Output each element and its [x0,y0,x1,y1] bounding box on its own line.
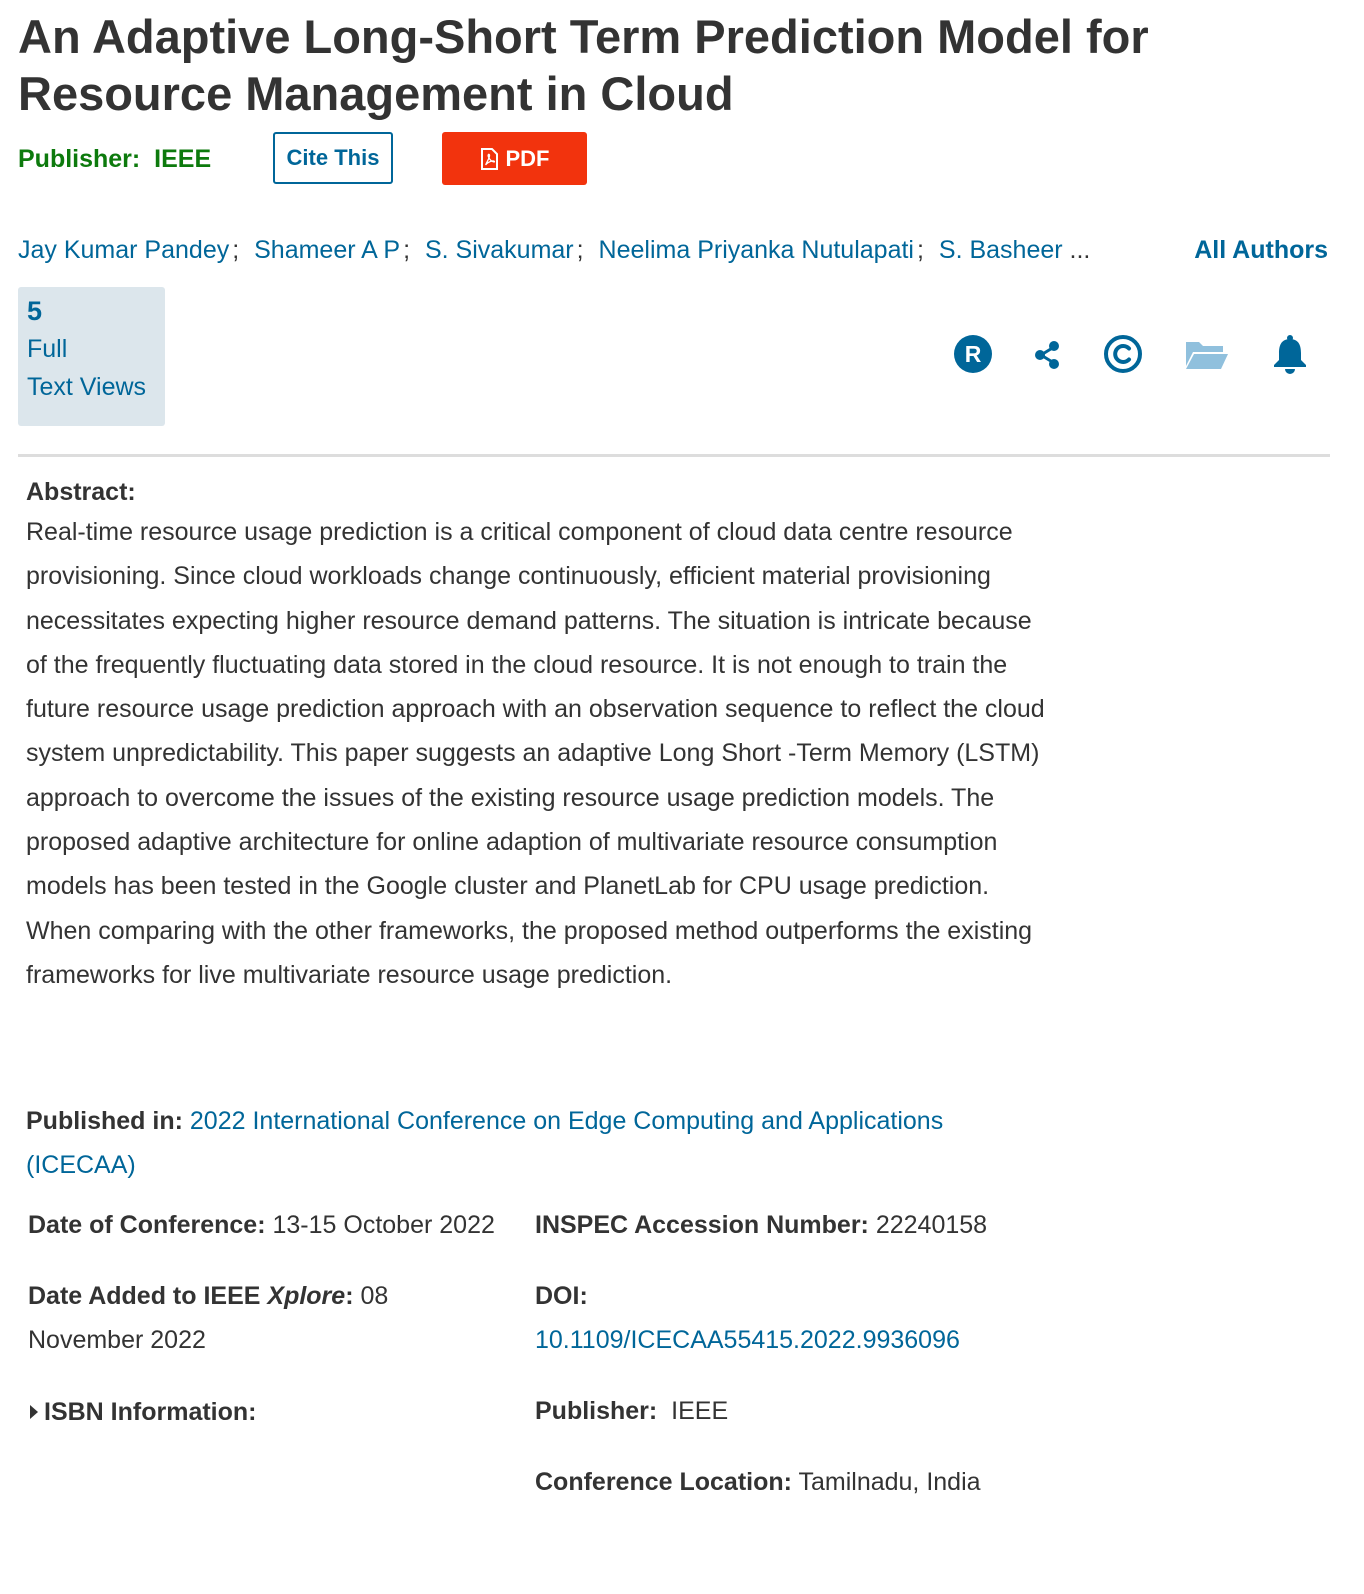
abstract-label: Abstract: [26,478,136,506]
conference-location-label: Conference Location: [535,1468,792,1496]
all-authors-link[interactable]: All Authors [1194,236,1328,264]
inspec-accession [535,1203,1135,1247]
doi-link[interactable]: 10.1109/ICECAA55415.2022.9936096 [535,1326,960,1354]
author-link[interactable]: Neelima Priyanka Nutulapati [598,236,914,264]
date-added-label-italic: Xplore [267,1282,346,1310]
published-in [26,1099,1036,1187]
date-added-label-suffix: : [345,1282,354,1310]
author-link[interactable]: S. Basheer [938,236,1063,264]
publisher-detail-value: IEEE [671,1397,729,1425]
publisher-value: IEEE [154,145,212,173]
date-added-label [28,1282,354,1310]
pdf-file-icon [480,148,498,170]
abstract-section [26,474,1046,997]
doi [535,1274,1095,1362]
inspec-label: INSPEC Accession Number: [535,1211,869,1239]
section-divider [18,454,1330,457]
pdf-label: PDF [505,145,550,171]
author-separator: ; [232,236,240,264]
pdf-button[interactable] [442,132,587,185]
rights-icon-letter: R [964,341,982,367]
conference-location-value: Tamilnadu, India [798,1468,981,1496]
author-link[interactable]: Shameer A P [254,236,401,264]
metric-count: 5 [27,296,43,326]
author-separator: ; [916,236,924,264]
publisher-label: Publisher: [18,145,141,173]
author-separator: ; [576,236,584,264]
date-of-conference [28,1203,533,1247]
inspec-value: 22240158 [875,1211,988,1239]
abstract-text: Real-time resource usage prediction is a critical component of cloud data centre resource provisioning. Since cloud workloads change continuously, efficient material provisioning necessitates expecting higher resource demand patterns. The situation is intricate because of the frequently fluctuating data stored in the cloud resource. It is not enough to train the future resource usage prediction approach with an observation sequence to reflect the cloud system unpredictability. This paper suggests an adaptive Long Short -Term Memory (LSTM) approach to overcome the issues of the existing resource usage prediction models. The proposed adaptive architecture for online adaption of multivariate resource consumption models has been tested in the Google cluster and PlanetLab for CPU usage prediction. When comparing with the other frameworks, the proposed method outperforms the existing frameworks for live multivariate resource usage prediction. [26,518,1045,989]
date-added [28,1274,448,1362]
folder-icon[interactable] [1185,332,1229,376]
doi-label: DOI: [535,1282,588,1310]
publisher-detail [535,1389,1035,1433]
rights-icon[interactable] [951,332,995,376]
authors-clip [18,232,1158,268]
isbn-label: ISBN Information: [44,1398,257,1426]
date-added-value: 08 November 2022 [28,1282,389,1354]
published-in-label: Published in: [26,1107,183,1135]
authors-ellipsis: ... [1069,236,1091,264]
author-separator: ; [403,236,411,264]
full-text-views-metric[interactable] [18,287,165,426]
publisher-info [18,145,211,174]
caret-right-icon [30,1405,38,1419]
author-list [18,232,1338,268]
share-icon[interactable] [1026,332,1070,376]
author-link[interactable]: S. Sivakumar [424,236,574,264]
date-of-conference-value: 13-15 October 2022 [272,1211,495,1239]
alert-bell-icon[interactable] [1268,332,1312,376]
isbn-info[interactable] [30,1390,430,1434]
copyright-icon[interactable] [1101,332,1145,376]
conference-location [535,1460,1135,1504]
date-added-label-prefix: Date Added to IEEE [28,1282,268,1310]
metric-label-line2: Text Views [27,373,147,401]
author-link[interactable]: Jay Kumar Pandey [18,236,230,264]
cite-this-button[interactable]: Cite This [273,132,393,184]
page-title: An Adaptive Long-Short Term Prediction Model for Resource Management in Cloud [18,10,1149,120]
date-of-conference-label: Date of Conference: [28,1211,266,1239]
publisher-detail-label: Publisher: [535,1397,658,1425]
published-in-link[interactable]: 2022 International Conference on Edge Computing and Applications (ICECAA) [26,1107,944,1179]
metric-label-line1: Full [27,335,68,363]
publisher-row [18,132,718,186]
